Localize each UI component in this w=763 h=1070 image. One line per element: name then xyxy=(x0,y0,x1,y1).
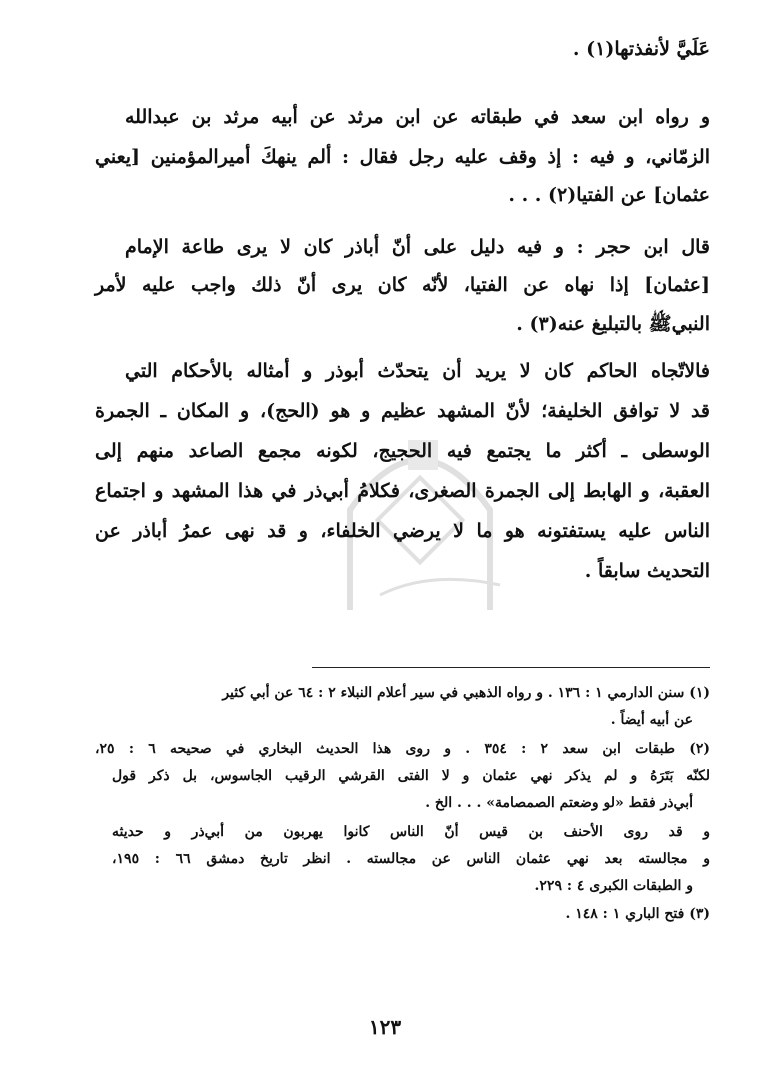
footnote-line: لكنّه بَتَرَهُ و لم يذكر نهي عثمان و لا الفتى القرشي الرقيب الجاسوس، بل ذكر قول xyxy=(112,768,710,784)
body-line: الناس عليه يستفتونه هو ما لا يرضي الخلفاء، و قد نهى عمرُ أباذر عن xyxy=(95,520,710,542)
footnote-line: و الطبقات الكبرى ٤ : ٢٢٩. xyxy=(534,878,693,894)
body-line: التحديث سابقاً . xyxy=(584,560,710,582)
footnote-3: (٣) فتح الباري ١ : ١٤٨ . xyxy=(565,906,710,922)
body-line: قال ابن حجر : و فيه دليل على أنّ أباذر كان لا يرى طاعة الإمام xyxy=(125,236,710,258)
footnote-line: عن أبيه أيضاً . xyxy=(610,712,693,728)
body-line: فالاتّجاه الحاكم كان لا يريد أن يتحدّث أبوذر و أمثاله بالأحكام التي xyxy=(125,360,710,382)
body-line: و رواه ابن سعد في طبقاته عن ابن مرثد عن أبيه مرثد بن عبدالله xyxy=(125,106,710,128)
body-line: النبيﷺ بالتبليغ عنه(٣) . xyxy=(516,313,710,335)
footnote-line: أبي‌ذر فقط «لو وضعتم الصمصامة» . . . الخ . xyxy=(425,795,693,811)
body-line: العقبة، و الهابط إلى الجمرة الصغرى، فكلامُ أبي‌ذر في هذا المشهد و اجتماع xyxy=(95,480,710,502)
body-line: عثمان] عن الفتيا(٢) . . . xyxy=(508,184,710,206)
footnote-1: (١) سنن الدارمي ١ : ١٣٦ . و رواه الذهبي في سير أعلام النبلاء ٢ : ٦٤ عن أبي كثير xyxy=(222,685,710,701)
body-line: الوسطى ـ أكثر ما يجتمع فيه الحجيج، لكونه مجمع الصاعد منهم إلى xyxy=(95,440,710,462)
body-line-continuation: عَلَيَّ لأنفذتها(١) . xyxy=(572,38,710,60)
footnote-line: و مجالسته بعد نهي عثمان الناس عن مجالسته . انظر تاريخ دمشق ٦٦ : ١٩٥، xyxy=(112,851,710,867)
footnote-separator xyxy=(312,667,710,668)
body-line: قد لا توافق الخليفة؛ لأنّ المشهد عظيم و هو (الحج)، و المكان ـ الجمرة xyxy=(95,400,710,422)
body-line: [عثمان] إذا نهاه عن الفتيا، لأنّه كان يرى أنّ ذلك واجب عليه لأمر xyxy=(95,274,710,296)
body-line: الزمّاني، و فيه : إذ وقف عليه رجل فقال : ألم ينهكَ أميرالمؤمنين [يعني xyxy=(95,146,710,168)
footnote-line: و قد روى الأحنف بن قيس أنّ الناس كانوا يهربون من أبي‌ذر و حديثه xyxy=(112,824,710,840)
footnote-2: (٢) طبقات ابن سعد ٢ : ٣٥٤ . و روى هذا الحديث البخاري في صحيحه ٦ : ٢٥، xyxy=(95,741,710,757)
page-number: ١٢٣ xyxy=(368,1015,402,1039)
